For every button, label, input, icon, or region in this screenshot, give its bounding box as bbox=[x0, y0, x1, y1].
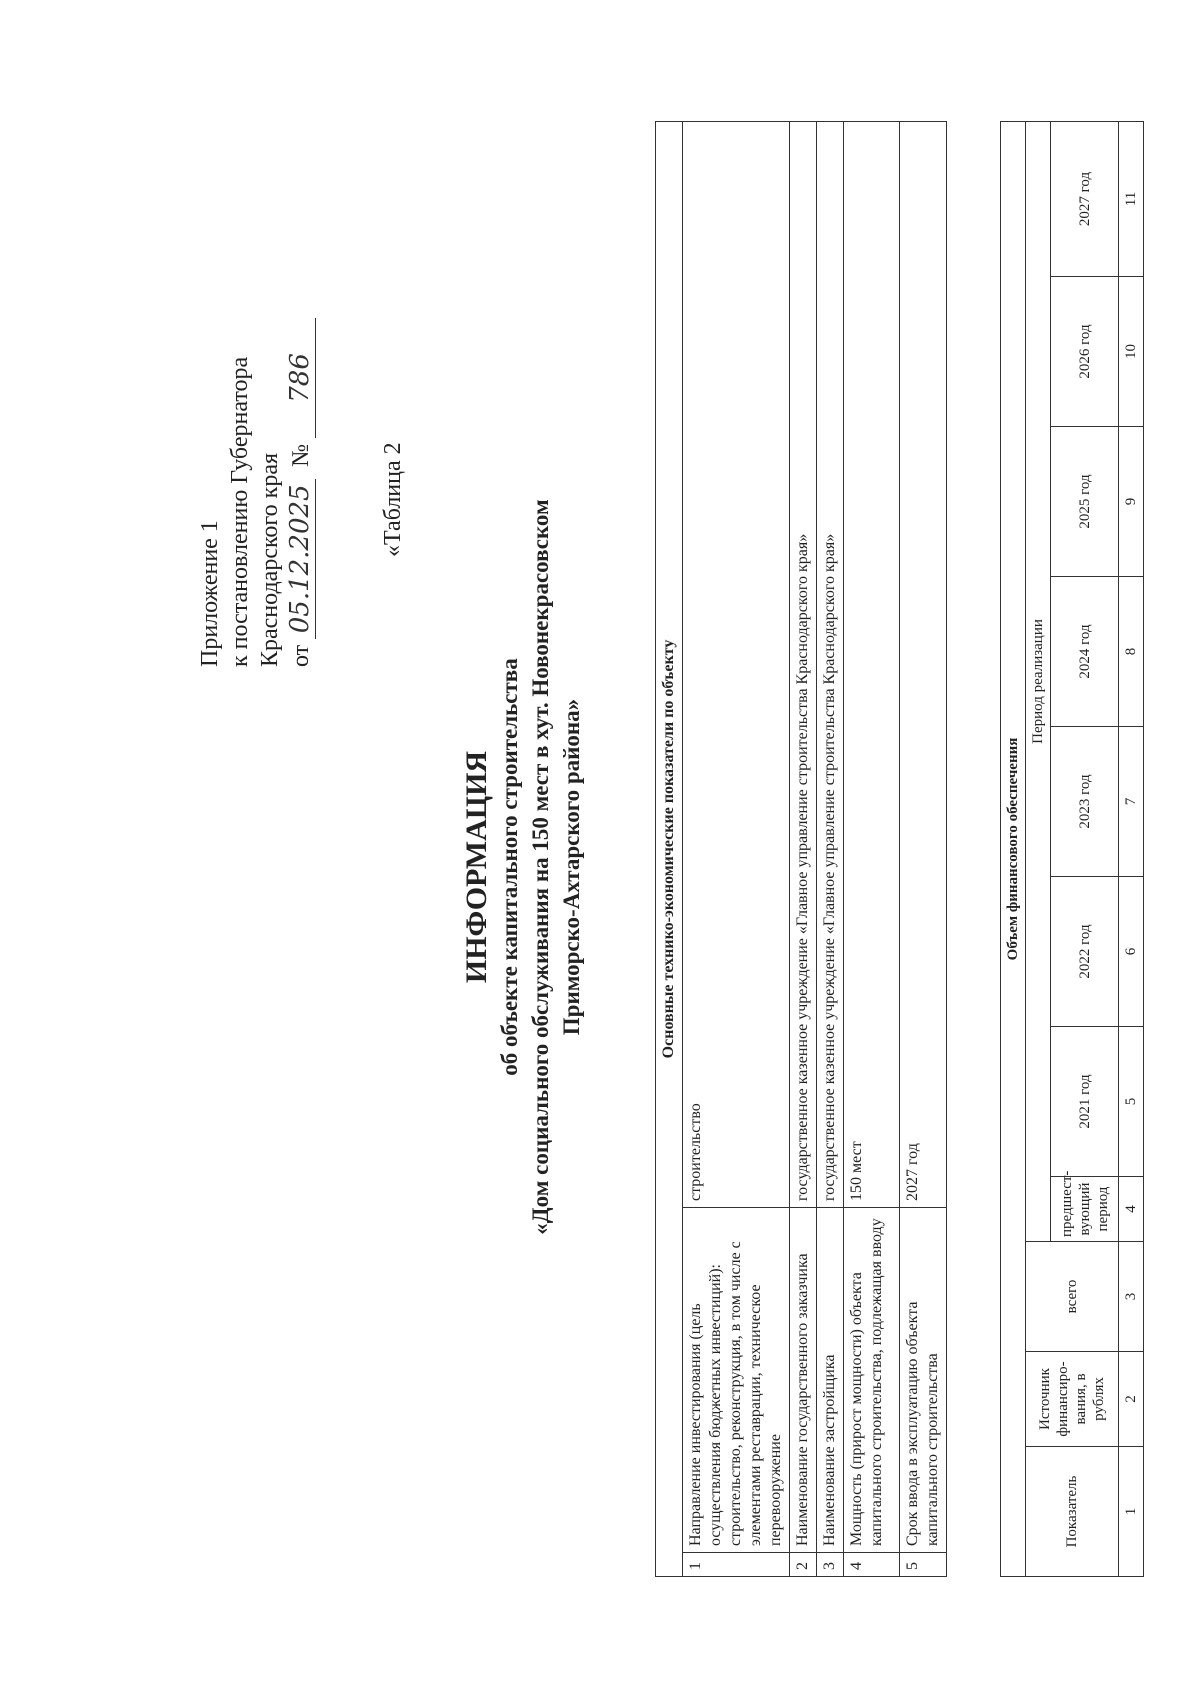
row-value: строительство bbox=[683, 121, 790, 1207]
table-row bbox=[844, 121, 900, 1576]
col-number: 3 bbox=[1119, 1242, 1144, 1352]
row-label: Наименование застройщика bbox=[817, 1208, 844, 1553]
appendix-date-line bbox=[285, 207, 316, 667]
row-label: Срок ввода в эксплуатацию объекта капитального строительства bbox=[900, 1208, 947, 1553]
col-indicator: Показатель bbox=[1026, 1447, 1119, 1577]
year-2022: 2022 год bbox=[1051, 877, 1119, 1027]
year-2027: 2027 год bbox=[1051, 122, 1119, 277]
col-prev-period: предшест-вующий период bbox=[1051, 1177, 1119, 1242]
col-number: 8 bbox=[1119, 577, 1144, 727]
title-line-2: «Дом социального обслуживания на 150 мест в хут. Новонекрасовском bbox=[528, 499, 553, 1235]
table-caption: «Таблица 2 bbox=[380, 442, 406, 557]
row-number: 4 bbox=[844, 1553, 900, 1577]
year-2021: 2021 год bbox=[1051, 1027, 1119, 1177]
row-value: государственное казенное учреждение «Главное управление строительства Краснодарского края» bbox=[817, 121, 844, 1207]
table-row bbox=[683, 121, 790, 1576]
col-source: Источник финансиро-вания, в рублях bbox=[1026, 1352, 1119, 1447]
title-line-1: об объекте капитального строительства bbox=[497, 658, 522, 1076]
handwritten-date: 05.12.2025 bbox=[285, 479, 316, 639]
year-2024: 2024 год bbox=[1051, 577, 1119, 727]
table-row bbox=[817, 121, 844, 1576]
col-number: 10 bbox=[1119, 277, 1144, 427]
finance-table bbox=[1000, 121, 1144, 1577]
row-value: 2027 год bbox=[900, 121, 947, 1207]
appendix-block bbox=[195, 207, 316, 667]
col-number: 7 bbox=[1119, 727, 1144, 877]
from-label: от bbox=[288, 644, 314, 667]
row-label: Мощность (прирост мощности) объекта капитального строительства, подлежащая вводу bbox=[844, 1208, 900, 1553]
title-line-3: Приморско-Ахтарского района» bbox=[559, 698, 584, 1036]
number-label: № bbox=[288, 443, 314, 467]
row-label: Наименование государственного заказчика bbox=[790, 1208, 817, 1553]
row-label: Направление инвестирования (цель осуществления бюджетных инвестиций): строительство, реконструкция, в том числе с элементами реставрации, техническое перевооружение bbox=[683, 1208, 790, 1553]
table-row bbox=[900, 121, 947, 1576]
handwritten-number: 786 bbox=[285, 318, 316, 438]
appendix-line-2: к постановлению Губернатора bbox=[227, 356, 253, 667]
indicators-header-row bbox=[656, 121, 683, 1576]
finance-header: Объем финансового обеспечения bbox=[1001, 122, 1026, 1577]
row-number: 5 bbox=[900, 1553, 947, 1577]
row-value: 150 мест bbox=[844, 121, 900, 1207]
col-number: 9 bbox=[1119, 427, 1144, 577]
finance-header-row bbox=[1001, 122, 1026, 1577]
col-number: 4 bbox=[1119, 1177, 1144, 1242]
table-row bbox=[790, 121, 817, 1576]
period-header-row bbox=[1026, 122, 1051, 1577]
appendix-line-3: Краснодарского края bbox=[257, 452, 283, 667]
col-number: 1 bbox=[1119, 1447, 1144, 1577]
col-number: 6 bbox=[1119, 877, 1144, 1027]
indicators-header: Основные технико-экономические показатели по объекту bbox=[656, 121, 683, 1576]
col-number: 2 bbox=[1119, 1352, 1144, 1447]
appendix-line-1: Приложение 1 bbox=[197, 520, 223, 667]
year-2023: 2023 год bbox=[1051, 727, 1119, 877]
indicators-table bbox=[655, 121, 947, 1577]
row-number: 2 bbox=[790, 1553, 817, 1577]
row-value: государственное казенное учреждение «Главное управление строительства Краснодарского края» bbox=[790, 121, 817, 1207]
col-number: 11 bbox=[1119, 122, 1144, 277]
document-title: ИНФОРМАЦИЯ bbox=[460, 750, 493, 984]
year-2026: 2026 год bbox=[1051, 277, 1119, 427]
row-number: 3 bbox=[817, 1553, 844, 1577]
col-total: всего bbox=[1026, 1242, 1119, 1352]
period-header: Период реализации bbox=[1026, 122, 1051, 1242]
year-2025: 2025 год bbox=[1051, 427, 1119, 577]
document-title-block bbox=[460, 307, 587, 1427]
col-number: 5 bbox=[1119, 1027, 1144, 1177]
column-numbers-row bbox=[1119, 122, 1144, 1577]
row-number: 1 bbox=[683, 1553, 790, 1577]
